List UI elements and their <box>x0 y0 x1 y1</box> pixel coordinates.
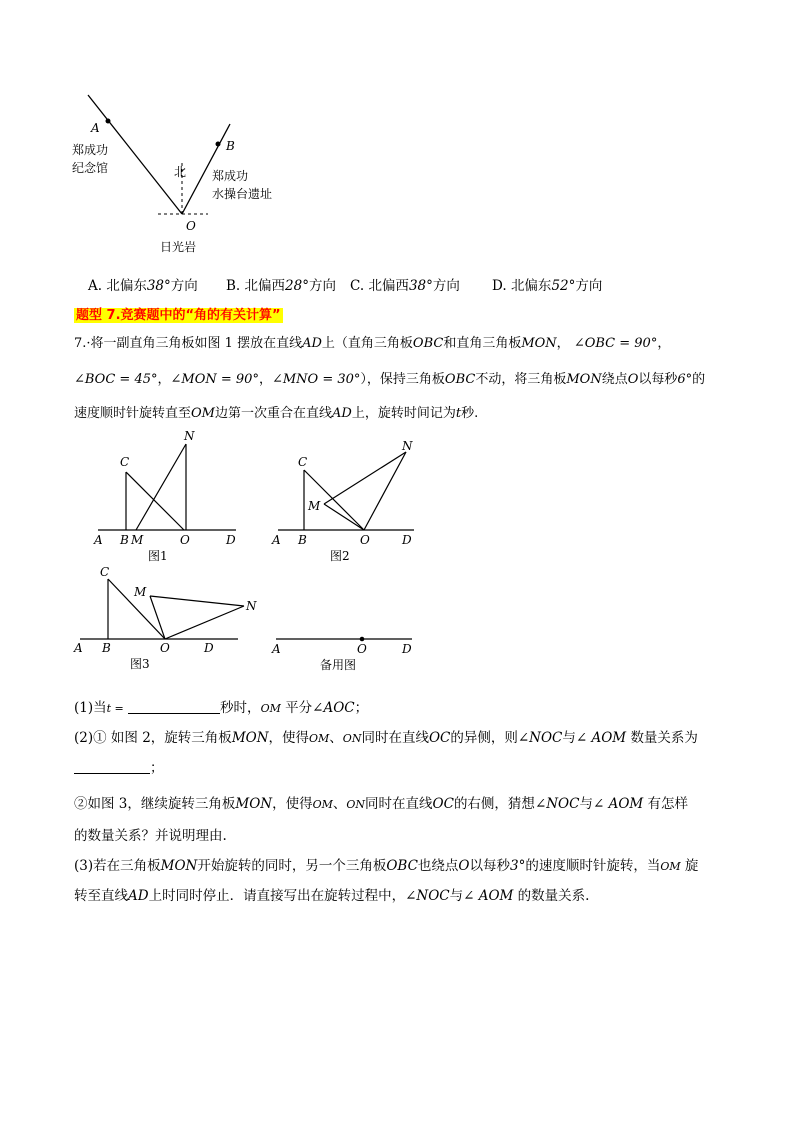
fig2-label-m: M <box>308 499 321 513</box>
place-o: 日光岩 <box>160 240 197 254</box>
question-3: (3)若在三角板MON开始旋转的同时，另一个三角板OBC也绕点O以每秒3°的速度顺时针旋转，当OM 旋 <box>74 858 699 874</box>
fig3-caption: 图3 <box>130 657 150 671</box>
fig1-label-d: D <box>226 533 236 547</box>
question-2-blank-line: ； <box>74 758 164 778</box>
fig3-label-o: O <box>160 641 170 655</box>
label-b: B <box>226 139 235 153</box>
question-1: (1)当t = 秒时，OM 平分∠AOC； <box>74 700 369 716</box>
figure-1 <box>90 426 250 562</box>
point-a <box>106 119 111 124</box>
fig1-label-a: A <box>94 533 103 547</box>
fig2-label-c: C <box>298 455 308 469</box>
spare-label-o: O <box>357 642 367 656</box>
problem-line-3: 速度顺时针旋转直至OM边第一次重合在直线AD上，旋转时间记为t秒. <box>74 406 479 421</box>
spare-label-d: D <box>402 642 412 656</box>
map-figure <box>60 88 320 263</box>
fig3-label-a: A <box>74 641 83 655</box>
place-a-line2: 纪念馆 <box>72 161 109 175</box>
label-o: O <box>186 219 196 233</box>
north-label: 北 <box>174 165 187 179</box>
fig1-label-n: N <box>184 429 195 443</box>
question-2-part-2-line-2: 的数量关系？并说明理由. <box>74 828 227 844</box>
question-3-line-2: 转至直线AD上时同时停止．请直接写出在旋转过程中，∠NOC与∠ AOM 的数量关系. <box>74 888 590 904</box>
place-b-line1: 郑成功 <box>212 169 249 183</box>
point-b <box>216 142 221 147</box>
fig1-caption: 图1 <box>148 549 168 562</box>
fig2-label-n: N <box>402 439 413 453</box>
option-a[interactable]: A. 北偏东38°方向 <box>88 278 198 294</box>
spare-label-a: A <box>272 642 281 656</box>
place-a-line1: 郑成功 <box>72 143 109 157</box>
option-b[interactable]: B. 北偏西28°方向 <box>226 278 336 294</box>
label-a: A <box>91 121 100 135</box>
question-2-part-1: (2)① 如图 2，旋转三角板MON，使得OM、ON同时在直线OC的异侧，则∠NOC与∠ AOM 数量关系为 <box>74 730 698 746</box>
fig1-label-c: C <box>120 455 130 469</box>
fig3-label-d: D <box>204 641 214 655</box>
fig1-label-m: M <box>131 533 144 547</box>
problem-line-1: 7.·将一副直角三角板如图 1 摆放在直线AD上（直角三角板OBC和直角三角板MON， ∠OBC = 90°， <box>74 336 671 351</box>
option-d[interactable]: D. 北偏东52°方向 <box>492 278 603 294</box>
spare-caption: 备用图 <box>320 658 357 672</box>
question-2-part-2: ②如图 3，继续旋转三角板MON，使得OM、ON同时在直线OC的右侧，猜想∠NOC与∠ AOM 有怎样 <box>74 796 689 812</box>
fig3-label-c: C <box>100 565 110 579</box>
figure-2 <box>268 426 428 562</box>
section-heading: 题型 7.竞赛题中的“角的有关计算” <box>76 308 281 323</box>
problem-line-2: ∠BOC = 45°，∠MON = 90°，∠MNO = 30°），保持三角板OBC不动，将三角板MON绕点O以每秒6°的 <box>74 372 706 387</box>
answer-blank-1[interactable] <box>128 699 220 714</box>
fig3-label-b: B <box>102 641 111 655</box>
figure-3 <box>72 564 272 676</box>
option-c[interactable]: C. 北偏西38°方向 <box>350 278 460 294</box>
fig1-label-b: B <box>120 533 129 547</box>
fig2-caption: 图2 <box>330 549 350 562</box>
fig1-label-o: O <box>180 533 190 547</box>
fig2-label-a: A <box>272 533 281 547</box>
fig3-label-n: N <box>246 599 257 613</box>
fig2-label-b: B <box>298 533 307 547</box>
place-b-line2: 水操台遗址 <box>212 187 273 201</box>
fig3-label-m: M <box>134 585 147 599</box>
fig2-label-d: D <box>402 533 412 547</box>
answer-blank-2[interactable] <box>74 759 150 774</box>
spare-figure <box>268 626 428 676</box>
fig2-label-o: O <box>360 533 370 547</box>
